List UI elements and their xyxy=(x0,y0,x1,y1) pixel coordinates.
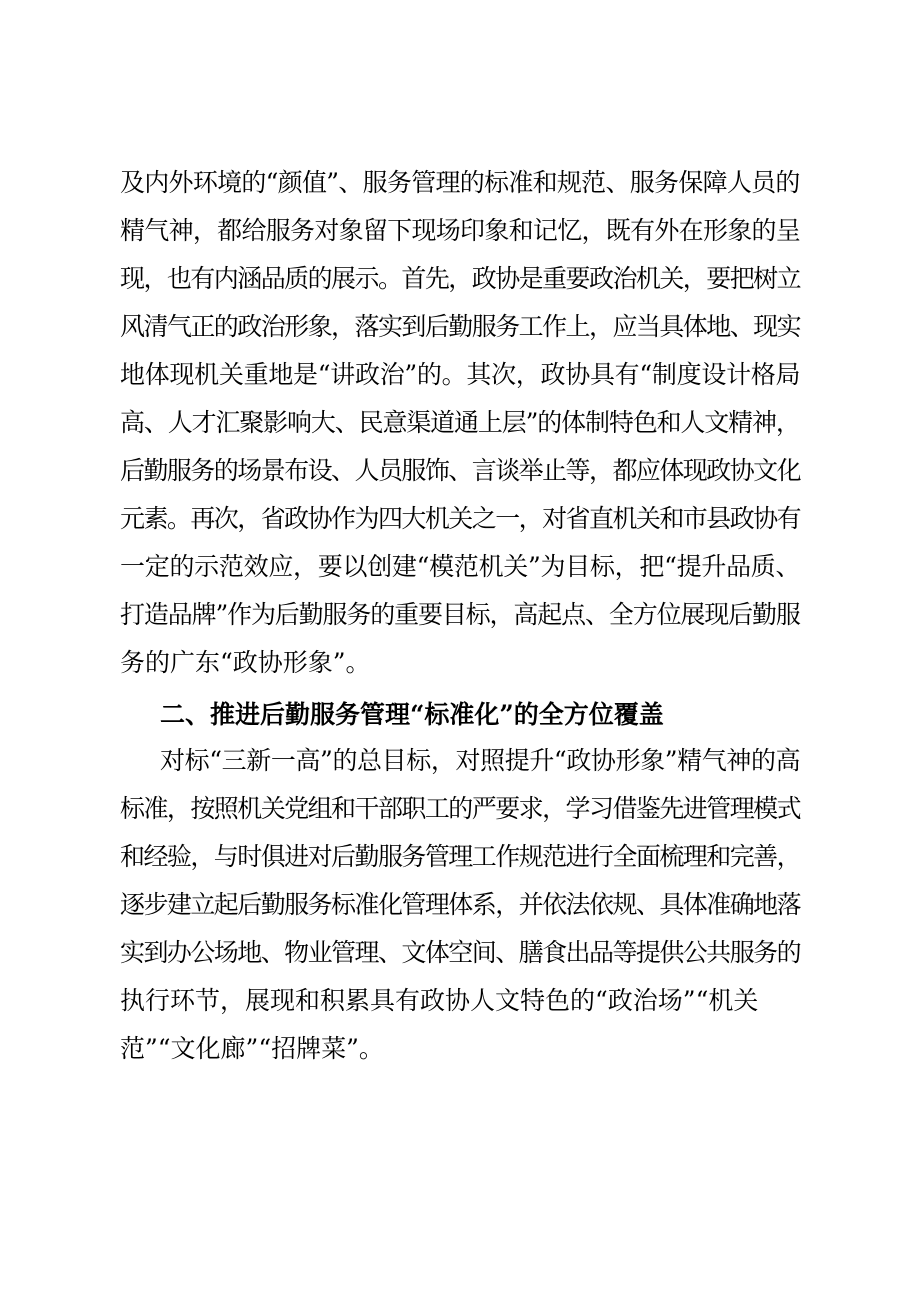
paragraph-line: 务的广东“政协形象”。 xyxy=(120,648,371,677)
paragraph-line: 实到办公场地、物业管理、文体空间、膳食出品等提供公共服务的 xyxy=(120,938,801,967)
paragraph-line: 逐步建立起后勤服务标准化管理体系，并依法依规、具体准确地落 xyxy=(120,890,801,919)
paragraph-line: 元素。再次，省政协作为四大机关之一，对省直机关和市县政协有 xyxy=(120,504,801,533)
paragraph-line: 和经验，与时俱进对后勤服务管理工作规范进行全面梳理和完善， xyxy=(120,842,801,871)
section-heading: 二、推进后勤服务管理“标准化”的全方位覆盖 xyxy=(160,700,664,729)
paragraph-line: 风清气正的政治形象，落实到后勤服务工作上，应当具体地、现实 xyxy=(120,312,801,341)
paragraph-line: 对标“三新一高”的总目标，对照提升“政协形象”精气神的高 xyxy=(160,746,801,775)
paragraph-line: 后勤服务的场景布设、人员服饰、言谈举止等，都应体现政协文化 xyxy=(120,456,801,485)
paragraph-line: 标准，按照机关党组和干部职工的严要求，学习借鉴先进管理模式 xyxy=(120,794,801,823)
paragraph-line: 地体现机关重地是“讲政治”的。其次，政协具有“制度设计格局 xyxy=(120,360,801,389)
paragraph-line: 执行环节，展现和积累具有政协人文特色的“政治场”“机关 xyxy=(120,986,759,1015)
paragraph-line: 一定的示范效应，要以创建“模范机关”为目标，把“提升品质、 xyxy=(120,552,801,581)
paragraph-line: 现，也有内涵品质的展示。首先，政协是重要政治机关，要把树立 xyxy=(120,264,801,293)
paragraph-line: 范”“文化廊”“招牌菜”。 xyxy=(120,1034,384,1063)
paragraph-line: 打造品牌”作为后勤服务的重要目标，高起点、全方位展现后勤服 xyxy=(120,600,800,629)
paragraph-line: 及内外环境的“颜值”、服务管理的标准和规范、服务保障人员的 xyxy=(120,168,800,197)
paragraph-line: 高、人才汇聚影响大、民意渠道通上层”的体制特色和人文精神， xyxy=(120,408,800,437)
paragraph-line: 精气神，都给服务对象留下现场印象和记忆，既有外在形象的呈 xyxy=(120,216,801,245)
